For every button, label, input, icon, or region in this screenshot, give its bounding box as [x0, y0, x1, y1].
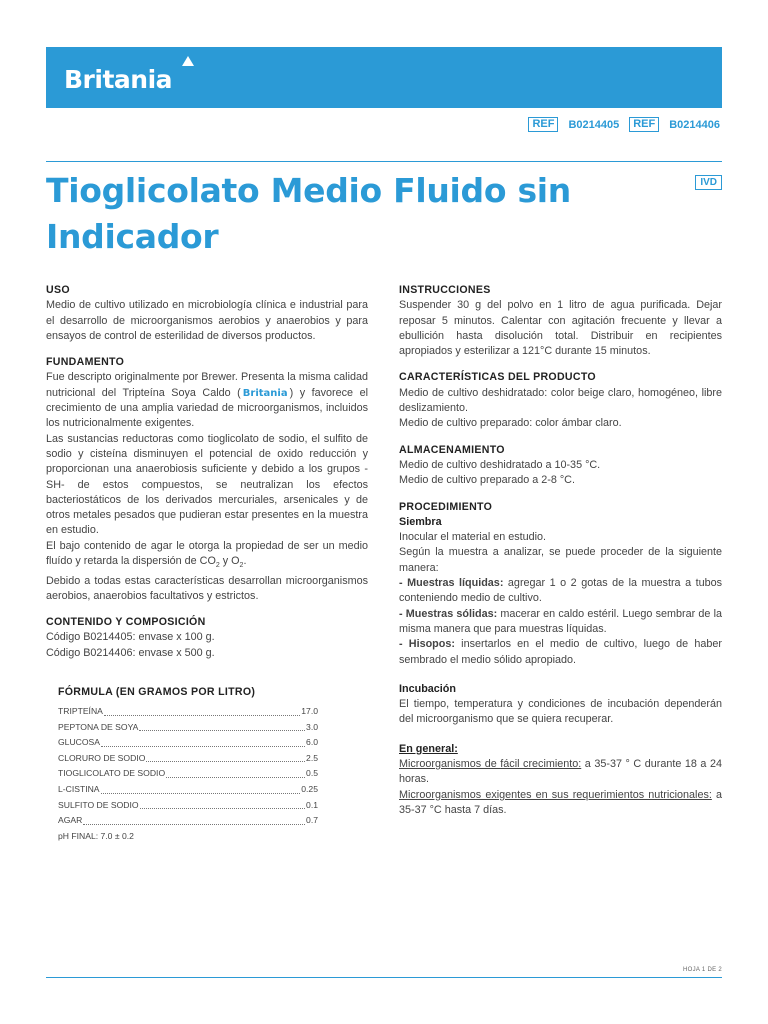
section-heading: CONTENIDO Y COMPOSICIÓN: [46, 616, 206, 629]
paragraph: Medio de cultivo deshidratado: color beige claro, homogéneo, libre deslizamiento.: [399, 386, 722, 415]
dot-leader: [146, 751, 305, 763]
ingredient-name: PEPTONA DE SOYA: [58, 721, 139, 732]
page-title: Tioglicolato Medio Fluido sin Indicador: [46, 171, 571, 256]
formula-row: [58, 782, 318, 798]
paragraph: - Hisopos: insertarlos en el medio de cultivo, luego de haber sembrado el medio sólido apropiado.: [399, 638, 722, 666]
paragraph: Microorganismos de fácil crecimiento: a 35-37 ° C durante 18 a 24 horas.: [399, 758, 722, 786]
ref-codes: [528, 117, 722, 132]
ref-tag: REF: [629, 117, 659, 132]
ref-code: B0214406: [669, 118, 720, 131]
dot-leader: [101, 735, 305, 747]
ingredient-name: GLUCOSA: [58, 737, 101, 748]
formula-title: FÓRMULA (EN GRAMOS POR LITRO): [58, 686, 256, 698]
formula-row: [58, 798, 318, 814]
formula-row: [58, 751, 318, 767]
page-number: HOJA 1 DE 2: [683, 967, 722, 973]
ingredient-name: TRIPTEÍNA: [58, 706, 103, 716]
top-divider: [46, 161, 722, 162]
ingredient-amount: 6.0: [306, 737, 318, 748]
section-heading: INSTRUCCIONES: [399, 284, 491, 296]
ingredient-name: CLORURO DE SODIO: [58, 752, 146, 763]
paragraph: Medio de cultivo preparado: color ámbar claro.: [399, 417, 622, 430]
formula-row: [58, 766, 318, 782]
ivd-badge: IVD: [695, 175, 722, 190]
section-heading: CARACTERÍSTICAS DEL PRODUCTO: [399, 371, 596, 384]
paragraph: Fue descripto originalmente por Brewer. Presenta la misma calidad nutricional del Tripteína Soya Caldo ( Britania ) y favorece el crecimiento de una amplia variedad de microorganismos, incluidos los nutricionalmente exigentes.: [46, 371, 369, 430]
ref-tag: REF: [528, 117, 558, 132]
dot-leader: [101, 782, 301, 794]
ingredient-amount: 0.1: [306, 799, 318, 810]
paragraph: Medio de cultivo utilizado en microbiología clínica e industrial para el desarrollo de microorganismos aerobios y anaerobios y para ensayos de control de esterilidad de diversos productos.: [46, 299, 368, 342]
paragraph: Inocular el material en estudio.: [399, 531, 547, 544]
paragraph: Medio de cultivo preparado a 2-8 °C.: [399, 474, 575, 487]
ingredient-amount: 2.5: [306, 752, 318, 763]
formula-row: [58, 735, 318, 751]
ingredient-name: SULFITO DE SODIO: [58, 799, 139, 810]
formula-table: [58, 686, 318, 843]
dot-leader: [139, 720, 305, 732]
dot-leader: [140, 798, 306, 810]
britania-inline-logo: Britania: [242, 387, 288, 399]
bottom-divider: [46, 977, 722, 978]
paragraph: Medio de cultivo deshidratado a 10-35 °C.: [399, 458, 601, 471]
formula-row: [58, 720, 318, 736]
logo-triangle-icon: [182, 56, 194, 66]
dot-leader: [104, 704, 300, 716]
ingredient-name: TIOGLICOLATO DE SODIO: [58, 768, 166, 779]
paragraph: Suspender 30 g del polvo en 1 litro de agua purificada. Dejar reposar 5 minutos. Calentar con agitación frecuente y llevar a ebullición hasta disolución total. Distribuir en recipientes apropiados y esterilizar a 121°C durante 15 minutos.: [399, 299, 722, 358]
paragraph: Debido a todas estas características desarrollan microorganismos aerobios, anaerobios facultativos y estrictos.: [46, 574, 368, 602]
ingredient-name: AGAR: [58, 815, 83, 826]
ph-final: pH FINAL: 7.0 ± 0.2: [58, 830, 134, 841]
section-heading: FUNDAMENTO: [46, 356, 125, 369]
brand-logo: Britania: [64, 65, 173, 94]
ingredient-amount: 17.0: [301, 706, 318, 716]
left-column: [46, 283, 368, 661]
header-banner: [46, 47, 722, 108]
dot-leader: [83, 813, 305, 825]
paragraph: El bajo contenido de agar le otorga la propiedad de ser un medio fluído y retarda la dispersión de $CO_2$ y $O_2$.: [46, 539, 368, 570]
subheading: Siembra: [399, 515, 442, 528]
ingredient-amount: 0.7: [306, 815, 318, 826]
formula-row: [58, 813, 318, 829]
section-heading: PROCEDIMIENTO: [399, 500, 493, 513]
dot-leader: [166, 766, 305, 778]
section-heading: USO: [46, 284, 70, 296]
section-heading: ALMACENAMIENTO: [399, 443, 505, 456]
paragraph: Según la muestra a analizar, se puede proceder de la siguiente manera:: [399, 546, 722, 574]
paragraph: - Muestras líquidas: agregar 1 o 2 gotas de la muestra a tubos conteniendo medio de cultivo.: [399, 577, 722, 605]
paragraph: El tiempo, temperatura y condiciones de incubación dependerán del microorganismo que se quiera recuperar.: [399, 698, 722, 726]
subheading: En general:: [399, 742, 458, 755]
paragraph: Las sustancias reductoras como tioglicolato de sodio, el sulfito de sodio y cisteína disminuyen el potencial de oxido reducción y proporcionan una anaerobiosis suficiente y debido a los grupos -SH- de estos compuestos, se neutralizan los efectos bacteriostáticos de los derivados mercuriales, arsenicales y de otros metales pesados que pudieran estar presentes en la muestra en estudio.: [46, 432, 368, 537]
ingredient-amount: 0.5: [306, 768, 318, 779]
paragraph: - Muestras sólidas: macerar en caldo estéril. Luego sembrar de la misma manera que para muestras líquidas.: [399, 607, 722, 635]
subheading: Incubación: [399, 682, 456, 695]
right-column: [399, 283, 722, 818]
content-line: Código B0214406: envase x 500 g.: [46, 646, 215, 659]
content-line: Código B0214405: envase x 100 g.: [46, 631, 215, 644]
ingredient-amount: 0.25: [301, 783, 318, 794]
paragraph: Microorganismos exigentes en sus requerimientos nutricionales: a 35-37 °C hasta 7 días.: [399, 788, 722, 816]
ingredient-name: L-CISTINA: [58, 783, 100, 794]
ref-code: B0214405: [568, 118, 620, 131]
formula-row: [58, 704, 318, 720]
ingredient-amount: 3.0: [306, 721, 318, 732]
